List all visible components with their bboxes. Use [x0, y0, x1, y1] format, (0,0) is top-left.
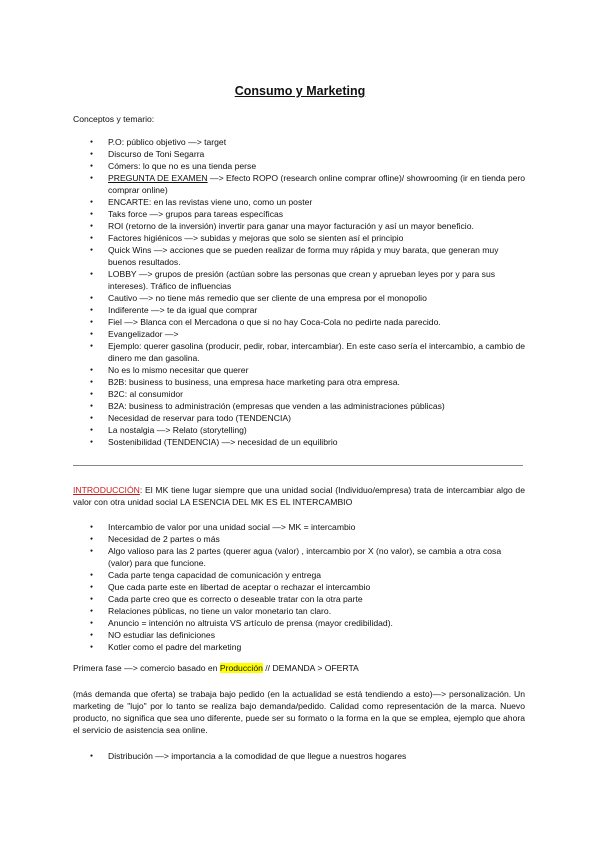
distribution-list: [90, 750, 526, 762]
body-paragraph: (más demanda que oferta) se trabaja bajo pedido (en la actualidad se está tendiendo a esto)—> personalización. Un marketing de "lujo" por lo tanto se realiza bajo demanda/pedido. Calidad como representación de la marca. Nuevo producto, no significa que sea uno diferente, puede ser su formato o la forma en la que se emplea, ejemplo que ahora el servicio de asistencia sea online.: [73, 689, 525, 735]
list-item: ● Factores higiénicos —> subidas y mejoras que solo se sienten así el principio: [90, 232, 526, 244]
list-item: ● B2A: business to administración (empresas que venden a las administraciones públicas): [90, 400, 526, 412]
list-item: ● Evangelizador —>: [90, 328, 526, 340]
list-item: ● Cada parte creo que es correcto o deseable tratar con la otra parte: [90, 593, 526, 605]
exam-question-label: PREGUNTA DE EXAMEN: [108, 173, 208, 183]
list-item: ● Distribución —> importancia a la comodidad de que llegue a nuestros hogares: [90, 750, 526, 762]
list-item: ● Relaciones públicas, no tiene un valor monetario tan claro.: [90, 605, 526, 617]
list-item: ● ROI (retorno de la inversión) invertir para ganar una mayor facturación y así un mayor beneficio.: [90, 220, 526, 232]
intro-paragraph: INTRODUCCIÓN: El MK tiene lugar siempre que una unidad social (Individuo/empresa) trata de intercambiar algo de valor con otra unidad social LA ESENCIA DEL MK ES EL INTERCAMBIO: [73, 485, 525, 507]
list-item: ● NO estudiar las definiciones: [90, 629, 526, 641]
horizontal-divider: [73, 465, 523, 466]
list-item: ● Taks force —> grupos para tareas específicas: [90, 208, 526, 220]
list-item: ● Intercambio de valor por una unidad social —> MK = intercambio: [90, 521, 526, 533]
list-item: ● Anuncio = intención no altruista VS artículo de prensa (mayor credibilidad).: [90, 617, 526, 629]
section-subtitle: Conceptos y temario:: [73, 114, 155, 124]
list-item: ● Sostenibilidad (TENDENCIA) —> necesidad de un equilibrio: [90, 436, 526, 448]
list-item: ● La nostalgia —> Relato (storytelling): [90, 424, 526, 436]
list-item: ● LOBBY —> grupos de presión (actúan sobre las personas que crean y aprueban leyes por y para sus intereses). Tráfico de influencias: [90, 268, 526, 292]
list-item: ● Indiferente —> te da igual que comprar: [90, 304, 526, 316]
list-item: ● Cada parte tenga capacidad de comunicación y entrega: [90, 569, 526, 581]
primera-fase-line: Primera fase —> comercio basado en Producción // DEMANDA > OFERTA: [73, 663, 359, 673]
intro-list: [90, 521, 526, 653]
list-item: ● B2C: al consumidor: [90, 388, 526, 400]
list-item: ● Kotler como el padre del marketing: [90, 641, 526, 653]
list-item: ● Que cada parte este en libertad de aceptar o rechazar el intercambio: [90, 581, 526, 593]
concepts-list: [90, 136, 526, 448]
list-item: ● Discurso de Toni Segarra: [90, 148, 526, 160]
list-item: ● Cómers: lo que no es una tienda perse: [90, 160, 526, 172]
list-item: ● Fiel —> Blanca con el Mercadona o que si no hay Coca-Cola no pedirte nada parecido.: [90, 316, 526, 328]
list-item: ● Quick Wins —> acciones que se pueden realizar de forma muy rápida y muy barata, que generan muy buenos resultados.: [90, 244, 526, 268]
list-item: ● ENCARTE: en las revistas viene uno, como un poster: [90, 196, 526, 208]
list-item: ● P.O: público objetivo —> target: [90, 136, 526, 148]
list-item: ● B2B: business to business, una empresa hace marketing para otra empresa.: [90, 376, 526, 388]
list-item: ● No es lo mismo necesitar que querer: [90, 364, 526, 376]
list-item-pregunta: ● PREGUNTA DE EXAMEN —> Efecto ROPO (research online comprar ofline)/ showrooming (ir en tienda pero comprar online): [90, 172, 526, 196]
intro-label: INTRODUCCIÓN: [73, 485, 140, 495]
list-item: ● Ejemplo: querer gasolina (producir, pedir, robar, intercambiar). En este caso sería el intercambio, a cambio de dinero me dan gasolina.: [90, 340, 526, 364]
list-item: ● Necesidad de reservar para todo (TENDENCIA): [90, 412, 526, 424]
list-item: ● Algo valioso para las 2 partes (querer agua (valor) , intercambio por X (no valor), se cambia a otra cosa (valor) para que funcione.: [90, 545, 526, 569]
list-item: ● Cautivo —> no tiene más remedio que ser cliente de una empresa por el monopolio: [90, 292, 526, 304]
highlighted-word: Producción: [219, 663, 263, 673]
list-item: ● Necesidad de 2 partes o más: [90, 533, 526, 545]
document-title: Consumo y Marketing: [234, 84, 366, 98]
